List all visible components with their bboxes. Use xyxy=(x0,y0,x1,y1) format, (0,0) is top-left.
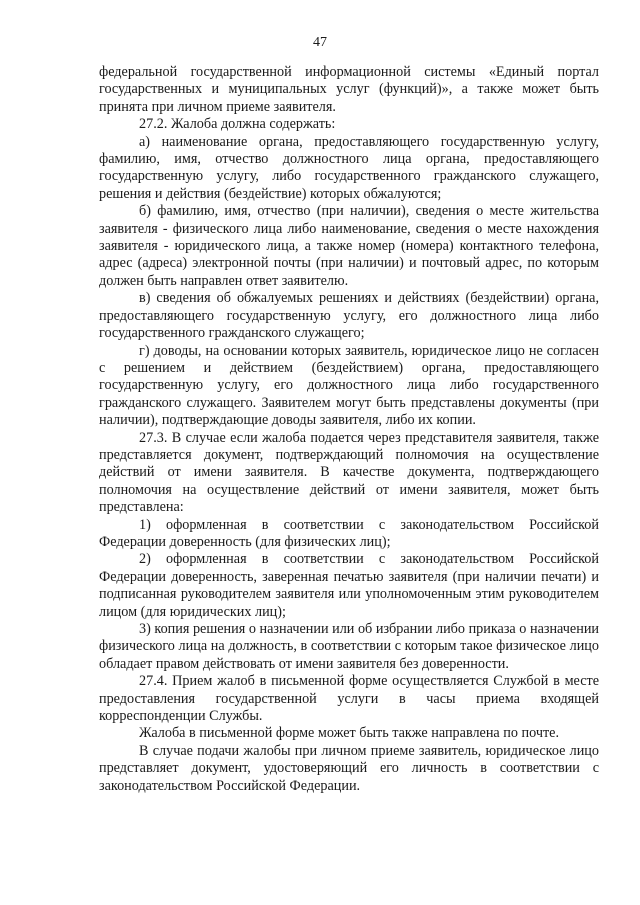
paragraph-item-v: в) сведения об обжалуемых решениях и действиях (бездействии) органа, предоставляющего государственную услугу, его должностного лица либо государственного гражданского служащего; xyxy=(99,290,599,342)
document-body xyxy=(99,64,599,795)
paragraph-27-4: 27.4. Прием жалоб в письменной форме осуществляется Службой в месте предоставления государственной услуги в часы приема входящей корреспонденции Службы. xyxy=(99,673,599,725)
paragraph-intro-continuation: федеральной государственной информационной системы «Единый портал государственных и муниципальных услуг (функций)», а также может быть принята при личном приеме заявителя. xyxy=(99,64,599,115)
paragraph-item-2: 2) оформленная в соответствии с законодательством Российской Федерации доверенность, заверенная печатью заявителя (при наличии печати) и подписанная руководителем заявителя или уполномоченным этим руководителем лицом (для юридических лиц); xyxy=(99,551,599,620)
paragraph-27-3: 27.3. В случае если жалоба подается через представителя заявителя, также представляется документ, подтверждающий полномочия на осуществление действий от имени заявителя. В качестве документа, подтверждающего полномочия на осуществление действий от имени заявителя, может быть представлена: xyxy=(99,429,599,516)
paragraph-item-g: г) доводы, на основании которых заявитель, юридическое лицо не согласен с решением и действием (бездействием) органа, предоставляющего государственную услугу, его должностного лица либо государственного гражданского служащего. Заявителем могут быть представлены документы (при наличии), подтверждающие доводы заявителя, либо их копии. xyxy=(99,342,599,429)
paragraph-item-1: 1) оформленная в соответствии с законодательством Российской Федерации доверенность (для физических лиц); xyxy=(99,516,599,550)
page-number: 47 xyxy=(313,35,327,50)
paragraph-item-a: а) наименование органа, предоставляющего государственную услугу, фамилию, имя, отчество должностного лица органа, предоставляющего государственную услугу, либо государственного гражданского служащего, решения и действия (бездействие) которых обжалуются; xyxy=(99,133,599,202)
paragraph-27-2-heading: 27.2. Жалоба должна содержать: xyxy=(139,116,336,133)
paragraph-item-3: 3) копия решения о назначении или об избрании либо приказа о назначении физического лица на должность, в соответствии с которым такое физическое лицо обладает правом действовать от имени заявителя без доверенности. xyxy=(99,621,599,672)
paragraph-personal-submission: В случае подачи жалобы при личном приеме заявитель, юридическое лицо представляет документ, удостоверяющий его личность в соответствии с законодательством Российской Федерации. xyxy=(99,742,599,794)
paragraph-mail-submission: Жалоба в письменной форме может быть также направлена по почте. xyxy=(139,725,560,742)
paragraph-item-b: б) фамилию, имя, отчество (при наличии), сведения о месте жительства заявителя - физического лица либо наименование, сведения о месте нахождения заявителя - юридического лица, а также номер (номера) контактного телефона, адрес (адреса) электронной почты (при наличии) и почтовый адрес, по которым должен быть направлен ответ заявителю. xyxy=(99,203,599,289)
